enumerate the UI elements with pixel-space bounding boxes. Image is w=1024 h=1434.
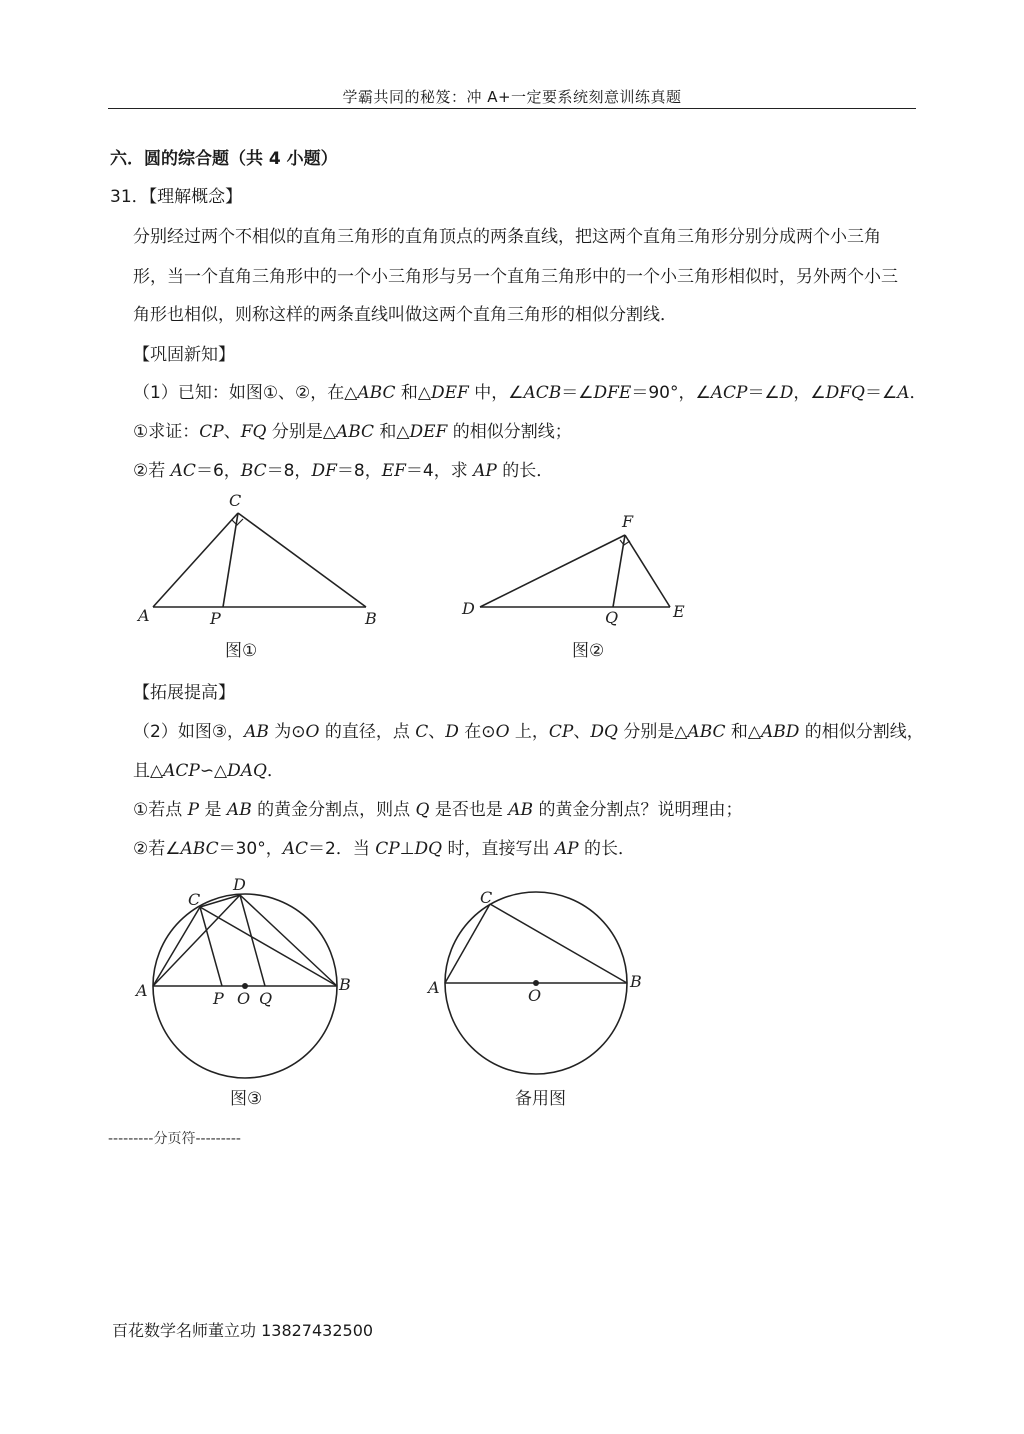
fig4-label-c: C xyxy=(480,888,493,907)
fig3-caption: 图③ xyxy=(230,1089,263,1109)
fig1-label-b: B xyxy=(365,609,377,628)
page-footer: 百花数学名师董立功 13827432500 xyxy=(112,1321,374,1340)
fig3-label-d: D xyxy=(233,875,246,894)
fig1-caption: 图① xyxy=(225,641,258,661)
section-title: 六．圆的综合题（共 4 小题） xyxy=(110,149,338,169)
page-header: 学霸共同的秘笈：冲 A+一定要系统刻意训练真题 xyxy=(342,88,682,106)
part1-question-1: ①求证：CP、FQ 分别是△ABC 和△DEF 的相似分割线； xyxy=(133,422,572,442)
part1-statement: （1）已知：如图①、②，在△ABC 和△DEF 中，∠ACB＝∠DFE＝90°，∠ACP＝∠D，∠DFQ＝∠A． xyxy=(133,383,927,403)
part2-question-1: ①若点 P 是 AB 的黄金分割点，则点 Q 是否也是 AB 的黄金分割点？说明理由； xyxy=(133,800,743,820)
fig4-label-a: A xyxy=(428,978,440,997)
fig3-label-q: Q xyxy=(259,989,273,1008)
extend-heading: 【拓展提高】 xyxy=(133,683,235,703)
fig3-label-o: O xyxy=(237,989,251,1008)
fig2-label-q: Q xyxy=(605,608,619,627)
figure-2 xyxy=(455,510,695,665)
header-divider xyxy=(108,108,916,109)
part2-statement: （2）如图③，AB 为⊙O 的直径，点 C、D 在⊙O 上，CP、DQ 分别是△ABC 和△ABD 的相似分割线， xyxy=(133,722,924,742)
fig4-chord-cb xyxy=(490,904,627,983)
fig1-label-c: C xyxy=(229,491,242,510)
fig1-side-bc xyxy=(238,513,366,607)
fig1-label-p: P xyxy=(210,609,221,628)
part2-statement-continued: 且△ACP∽△DAQ． xyxy=(133,761,284,781)
figure-1 xyxy=(130,490,390,665)
fig2-caption: 图② xyxy=(572,641,605,661)
consolidate-heading: 【巩固新知】 xyxy=(133,345,235,365)
figure-4 xyxy=(420,872,650,1112)
fig2-label-d: D xyxy=(462,599,475,618)
fig3-label-p: P xyxy=(213,989,224,1008)
part1-question-2: ②若 AC＝6，BC＝8，DF＝8，EF＝4，求 AP 的长． xyxy=(133,461,554,481)
fig1-label-a: A xyxy=(138,606,150,625)
fig3-label-c: C xyxy=(188,890,201,909)
question-number: 31．【理解概念】 xyxy=(110,187,243,207)
fig3-label-b: B xyxy=(339,975,351,994)
concept-line-1: 分别经过两个不相似的直角三角形的直角顶点的两条直线，把这两个直角三角形分别分成两个小三角 xyxy=(133,227,881,247)
fig3-chord-db xyxy=(240,895,337,986)
concept-line-3: 角形也相似，则称这样的两条直线叫做这两个直角三角形的相似分割线． xyxy=(133,305,677,325)
fig4-caption: 备用图 xyxy=(515,1089,566,1109)
fig3-segment-dq xyxy=(240,895,265,986)
part2-question-2: ②若∠ABC＝30°，AC＝2．当 CP⊥DQ 时，直接写出 AP 的长． xyxy=(133,839,636,859)
fig2-label-e: E xyxy=(673,602,685,621)
fig2-segment-fq xyxy=(613,535,625,607)
page-break-marker: ---------分页符--------- xyxy=(108,1131,241,1147)
fig2-label-f: F xyxy=(622,512,634,531)
fig2-side-ef xyxy=(625,535,670,607)
fig3-chord-ac xyxy=(153,907,200,986)
fig2-side-df xyxy=(480,535,625,607)
concept-line-2: 形，当一个直角三角形中的一个小三角形与另一个直角三角形中的一个小三角形相似时，另外两个小三 xyxy=(133,267,898,287)
fig4-label-o: O xyxy=(528,986,542,1005)
figure-3 xyxy=(130,872,360,1112)
fig4-chord-ac xyxy=(445,904,490,983)
fig3-chord-cb xyxy=(200,907,337,986)
fig4-label-b: B xyxy=(630,972,642,991)
fig3-label-a: A xyxy=(136,981,148,1000)
fig3-segment-cp xyxy=(200,907,222,986)
